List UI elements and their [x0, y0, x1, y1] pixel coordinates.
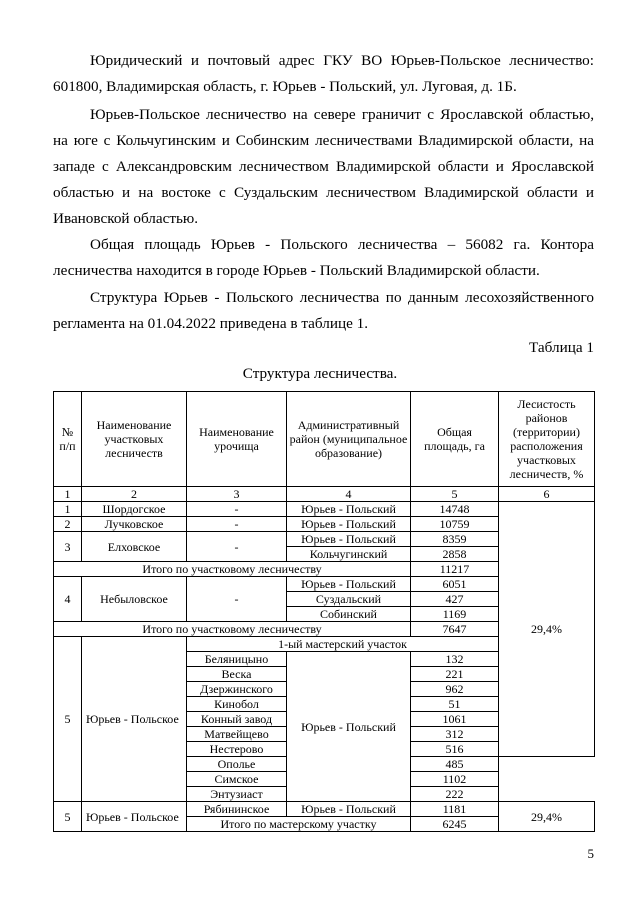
- header-tract: Наименование урочища: [187, 392, 287, 487]
- area-value: 221: [411, 667, 499, 682]
- page-number: 5: [587, 846, 594, 861]
- district-name: Юрьев - Польский: [287, 577, 411, 592]
- tract-name: Беляницыно: [187, 652, 287, 667]
- table-row: [54, 802, 595, 817]
- section-label: 1-ый мастерский участок: [187, 637, 499, 652]
- tract-name: -: [187, 502, 287, 517]
- tract-name: Энтузиаст: [187, 787, 287, 802]
- header-area: Общая площадь, га: [411, 392, 499, 487]
- table-row: [54, 502, 595, 517]
- district-name: Юрьев - Польский: [287, 652, 411, 802]
- district-name: Юрьев - Польский: [287, 532, 411, 547]
- col-number: 3: [187, 487, 287, 502]
- district-name: Кольчугинский: [287, 547, 411, 562]
- tract-name: Веска: [187, 667, 287, 682]
- row-no: 1: [54, 502, 82, 517]
- row-no: 3: [54, 532, 82, 562]
- table-caption: Структура лесничества.: [242, 365, 398, 382]
- total-label: Итого по участковому лесничеству: [54, 622, 411, 637]
- column-numbers-row: [54, 487, 595, 502]
- structure-table: [53, 391, 595, 832]
- tract-name: Симское: [187, 772, 287, 787]
- forestry-name: Елховское: [82, 532, 187, 562]
- tract-name: Матвейщево: [187, 727, 287, 742]
- tract-name: Рябининское: [187, 802, 287, 817]
- row-no: 5: [54, 802, 82, 832]
- paragraph-structure: Структура Юрьев - Польского лесничества по данным лесохозяйственного регламента на 01.04.2022 приведена в таблице 1.: [53, 289, 594, 332]
- tract-name: -: [187, 532, 287, 562]
- tract-name: -: [187, 517, 287, 532]
- row-no: 5: [54, 637, 82, 802]
- area-value: 1181: [411, 802, 499, 817]
- area-value: 485: [411, 757, 499, 772]
- area-value: 962: [411, 682, 499, 697]
- total-value: 7647: [411, 622, 499, 637]
- tract-name: Кинобол: [187, 697, 287, 712]
- area-value: 427: [411, 592, 499, 607]
- col-number: 6: [499, 487, 595, 502]
- tract-name: Ополье: [187, 757, 287, 772]
- col-number: 1: [54, 487, 82, 502]
- table-header-row: [54, 392, 595, 487]
- forestry-name: Юрьев - Польское: [82, 802, 187, 832]
- tract-name: Нестерово: [187, 742, 287, 757]
- table-label: Таблица 1: [529, 339, 594, 356]
- area-value: 1169: [411, 607, 499, 622]
- area-value: 312: [411, 727, 499, 742]
- header-no: № п/п: [54, 392, 82, 487]
- total-label: Итого по участковому лесничеству: [54, 562, 411, 577]
- col-number: 2: [82, 487, 187, 502]
- area-value: 516: [411, 742, 499, 757]
- col-number: 4: [287, 487, 411, 502]
- tract-name: Конный завод: [187, 712, 287, 727]
- header-forest-cover: Лесистость районов (территории) расположения участковых лесничеств, %: [499, 392, 595, 487]
- district-name: Собинский: [287, 607, 411, 622]
- total-label: Итого по мастерскому участку: [187, 817, 411, 832]
- area-value: 51: [411, 697, 499, 712]
- area-value: 1061: [411, 712, 499, 727]
- area-value: 1102: [411, 772, 499, 787]
- paragraph-address: Юридический и почтовый адрес ГКУ ВО Юрьев-Польское лесничество: 601800, Владимирская область, г. Юрьев - Польский, ул. Луговая, д. 1Б.: [53, 52, 594, 95]
- total-value: 6245: [411, 817, 499, 832]
- area-value: 222: [411, 787, 499, 802]
- header-district: Административный район (муниципальное образование): [287, 392, 411, 487]
- area-value: 14748: [411, 502, 499, 517]
- district-name: Юрьев - Польский: [287, 502, 411, 517]
- forestry-name: Лучковское: [82, 517, 187, 532]
- row-no: 4: [54, 577, 82, 622]
- area-value: 10759: [411, 517, 499, 532]
- forestry-name: Юрьев - Польское: [82, 637, 187, 802]
- tract-name: -: [187, 577, 287, 622]
- forestry-name: Небыловское: [82, 577, 187, 622]
- area-value: 6051: [411, 577, 499, 592]
- area-value: 2858: [411, 547, 499, 562]
- forestry-name: Шордогское: [82, 502, 187, 517]
- forest-cover-value: 29,4%: [499, 502, 595, 757]
- tract-name: Дзержинского: [187, 682, 287, 697]
- area-value: 132: [411, 652, 499, 667]
- forest-cover-value: 29,4%: [499, 802, 595, 832]
- total-value: 11217: [411, 562, 499, 577]
- col-number: 5: [411, 487, 499, 502]
- area-value: 8359: [411, 532, 499, 547]
- district-name: Юрьев - Польский: [287, 517, 411, 532]
- district-name: Юрьев - Польский: [287, 802, 411, 817]
- header-forestry: Наименование участковых лесничеств: [82, 392, 187, 487]
- paragraph-borders: Юрьев-Польское лесничество на севере граничит с Ярославской областью, на юге с Кольчугинским и Собинским лесничествами Владимирской области, на западе с Александровским лесничеством Владимирской области и Ярославской областью и на востоке с Суздальским лесничеством Владимирской области и Ивановской областью.: [53, 106, 594, 227]
- row-no: 2: [54, 517, 82, 532]
- district-name: Суздальский: [287, 592, 411, 607]
- paragraph-area: Общая площадь Юрьев - Польского лесничества – 56082 га. Контора лесничества находится в городе Юрьев - Польский Владимирской области.: [53, 236, 594, 279]
